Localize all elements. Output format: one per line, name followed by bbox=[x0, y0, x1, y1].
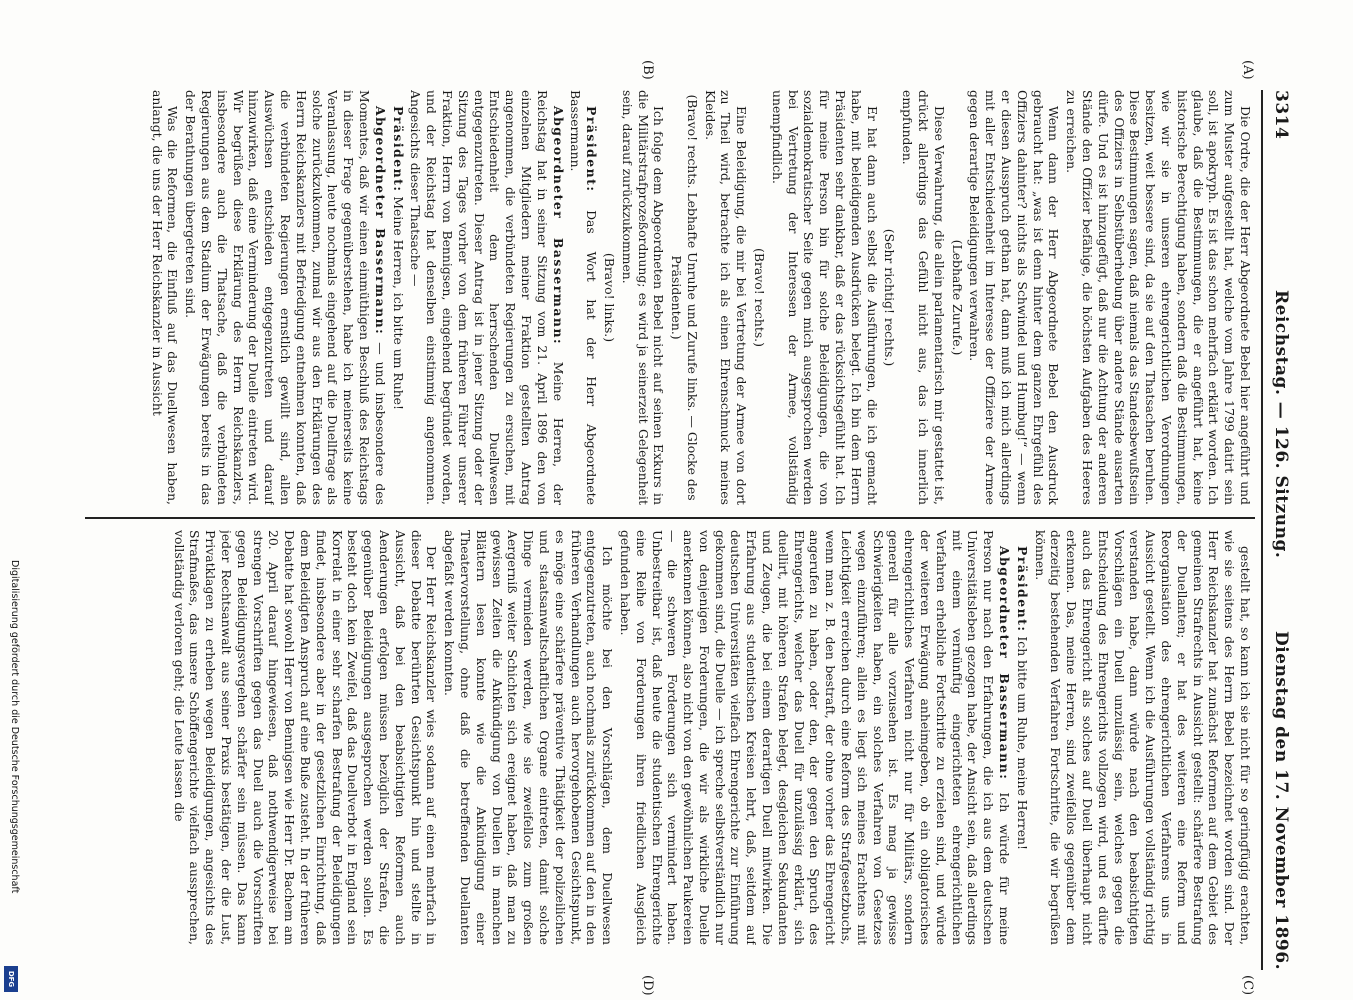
speech-text: Meine Herren, der Reichstag hat in seiner Sitzung vom 21. April 1896 den von einzelnen Mitgliedern meiner Fraktion gestellten Antrag angenommen, die verbündeten Regierungen zu ersuchen, mit Entschiedenheit dem herrschenden Duellwesen entgegenzutreten. Dieser Antrag ist in jener Sitzung oder der Sitzung des Tages vorher von dem früheren Führer unserer Fraktion, Herrn von Bennigsen, eingehend begründet worden, und der Reichstag hat denselben einstimmig angenommen. Angesichts dieser Thatsache — bbox=[408, 90, 566, 505]
column-divider bbox=[85, 517, 1255, 519]
speech-paragraph bbox=[390, 90, 406, 505]
left-column bbox=[83, 90, 1253, 505]
stage-direction: (Bravo! rechts.) bbox=[752, 248, 768, 347]
speech-text: Das Wort hat der Herr Abgeordnete Bassermann. bbox=[568, 90, 600, 505]
credit-text: Digitalisierung gefördert durch die Deutsche Forschungsgemeinschaft bbox=[9, 560, 20, 894]
speech-paragraph bbox=[182, 90, 387, 505]
stage-direction: (Lebhafte Zurufe.) bbox=[949, 239, 965, 356]
rotated-page-content bbox=[75, 60, 1295, 996]
margin-marker-a: (A) bbox=[1240, 60, 1255, 80]
digitization-credit bbox=[0, 0, 22, 1000]
speech-text: Meine Herren, ich bitte um Ruhe! bbox=[390, 196, 406, 410]
text-paragraph: Wenn dann der Herr Abgeordnete Bebel den Ausdruck gebraucht hat: „was ist denn hinter dem ganzen Ehrgefühl des Offiziers dahinter? nichts als Schwindel und Humbug!“ — wenn er diesen Ausspruch gethan hat, dann muß ich mich allerdings mit aller Entschiedenheit im Interesse der Offiziere der Armee gegen derartige Beleidigungen verwahren. bbox=[967, 90, 1062, 505]
speaker-name: Abgeordneter Bassermann: bbox=[550, 106, 566, 346]
header-rule bbox=[1261, 90, 1263, 970]
speech-paragraph bbox=[568, 90, 600, 505]
right-column bbox=[83, 530, 1253, 945]
speech-text: Ich bitte um Ruhe, meine Herren! bbox=[1014, 636, 1030, 850]
session-date: Dienstag den 17. November 1896. bbox=[1271, 631, 1291, 970]
text-paragraph: Ich folge dem Abgeordneten Bebel nicht auf seinen Exkurs in die Militärstrafprozeßordnung; es wird ja seinerzeit Gelegenheit sein, darauf zurückzukommen. bbox=[619, 90, 667, 505]
text-paragraph: Der Herr Reichskanzler wies sodann auf einen mehrfach in dieser Debatte berührten Gesichtspunkt hin und stellte in Aussicht, daß bei den beabsichtigten Reformen auch Aenderungen erfolgen müssen bezüglich der Strafen, die gegenüber Beleidigungen ausgesprochen werden sollen. Es besteht doch kein Zweifel, daß das Duellverbot in England sein Korrelat in einer sehr scharfen Bestrafung der Beleidigungen findet, insbesondere aber in der gesetzlichen Einrichtung, daß dem Beleidigten Anspruch auf eine Buße zusteht. In der früheren Debatte hat sowohl Herr von Bennigsen wie Herr Dr. Bachem am 20. April darauf hingewiesen, daß nothwendigerweise bei strengen Vorschriften gegen das Duell auch die Vorschriften gegen Beleidigungsvergehen schärfer sein müssen. Das kann jeder Rechtsanwalt aus seiner Praxis bestätigen, der die Lust, Privatklagen zu erheben wegen Beleidigungen, angesichts des Strafmaßes, das unsere Schöffengerichte vielfach aussprechen, vollständig verloren geht; die Leute lassen die bbox=[171, 530, 440, 945]
dfg-logo bbox=[4, 966, 18, 992]
speaker-name: Präsident: bbox=[1014, 546, 1030, 633]
margin-marker-b: (B) bbox=[640, 60, 655, 80]
speaker-name: Abgeordneter Bassermann: bbox=[372, 106, 388, 336]
speech-paragraph bbox=[617, 530, 1012, 945]
dfg-logo-text: DFG bbox=[7, 970, 15, 988]
text-paragraph: Was die Reformen, die Einfluß auf das Duellwesen haben, anlangt, die uns der Herr Reichskanzler in Aussicht bbox=[149, 90, 181, 505]
session-title: Reichstag. — 126. Sitzung. bbox=[1271, 290, 1291, 559]
speaker-name: Präsident: bbox=[584, 106, 600, 193]
text-paragraph: Er hat dann auch selbst die Ausführungen, die ich gemacht habe, mit beleidigenden Ausdrücken belegt. Ich bin dem Herrn Präsidenten sehr dankbar, daß er das rücksichtsgefühlt hat. Ich für meine Person bin für solche Beleidigungen, die von sozialdemokratischer Seite gegen mich ausgesprochen werden bei Vertretung der Interessen der Armee, vollständig unempfindlich. bbox=[769, 90, 880, 505]
stage-direction: (Bravo! links.) bbox=[601, 252, 617, 343]
stage-direction: (Bravo! rechts. Lebhafte Unruhe und Zurufe links. — Glocke des Präsidenten.) bbox=[669, 94, 700, 501]
speaker-name: Präsident: bbox=[390, 106, 406, 193]
speech-paragraph bbox=[1014, 530, 1030, 945]
text-paragraph: Ich möchte bei den Vorschlägen, dem Duellwesen entgegenzutreten, auch nochmals zurückkommen auf den in den früheren Verhandlungen auch hervorgehobenen Gesichtspunkt, es möge eine schärfere präventive Thätigkeit der polizeilichen und staatsanwaltschaftlichen Organe eintreten, damit solche Dinge vermieden werden, wie sie zweifellos zum großen Aergerniß weiter Schichten sich ereignet haben, daß man zu gewissen Zeiten die Ankündigung von Duellen in manchen Blättern lesen konnte wie die Ankündigung einer Theatervorstellung, ohne daß die betreffenden Duellanten abgefaßt werden konnten. bbox=[442, 530, 616, 945]
text-paragraph: Diese Verwahrung, die allein parlamentarisch mir gestattet ist, drückt allerdings das Gefühl nicht aus, das ich innerlich empfunden. bbox=[900, 90, 947, 505]
page-header bbox=[1265, 90, 1295, 970]
speech-text: — und insbesondere des Momentes, daß wir einen einmüthigen Beschluß des Reichstags in dieser Frage gegenüberstehen, habe ich meinerseits keine Veranlassung, heute nochmals eingehend auf die Duellfrage als solche zurückzukommen, zumal wir aus den Erklärungen des Herrn Reichskanzlers mit Befriedigung entnehmen konnten, daß die verbündeten Regierungen ernstlich gewillt sind, allen Auswüchsen entschieden entgegenzutreten und darauf hinzuwirken, daß eine Verminderung der Duelle eintreten wird. Wir begrüßen diese Erklärung des Herrn Reichskanzlers, insbesondere auch die Thatsache, daß die verbündeten Regierungen aus dem Stadium der Erwägungen bereits in das der Berathungen übergetreten sind. bbox=[183, 90, 388, 505]
text-paragraph: Die Ordre, die der Herr Abgeordnete Bebel hier angeführt und zum Muster aufgestellt hat, welche vom Jahre 1799 datirt sein soll, ist apokryph. Es ist das schon mehrfach erklärt worden. Ich glaube, daß die Bestimmungen, die er angeführt hat, keine historische Berechtigung haben, sondern daß die Bestimmungen, wie wir sie in unseren ehrengerichtlichen Verordnungen besitzen, weit bessere sind, da sie auf den Thatsachen beruhen. Diese Bestimmungen sagen, daß niemals das Standesbewußtsein des Offiziers in Selbstüberhebung über andere Stände ausarten dürfe. Und es ist hinzugefügt, daß nur die Achtung der anderen Stände den Offizier befähige, die höchsten Aufgaben des Heeres zu erreichen. bbox=[1064, 90, 1253, 505]
page-number: 3314 bbox=[1271, 90, 1291, 140]
margin-marker-d: (D) bbox=[640, 975, 655, 996]
stage-direction: (Sehr richtig! rechts.) bbox=[882, 228, 898, 367]
margin-marker-c: (C) bbox=[1240, 975, 1255, 996]
speaker-name: Abgeordneter Bassermann: bbox=[997, 546, 1013, 781]
text-paragraph: gestellt hat, so kann ich sie nicht für so geringfügig erachten, wie sie seitens des Herrn Bebel bezeichnet worden sind. Der Herr Reichskanzler hat zunächst Reformen auf dem Gebiet des gemeinen Strafrechts in Aussicht gestellt: schärfere Bestrafung der Duellanten; er hat des weiteren eine Reform und Reorganisation des ehrengerichtlichen Verfahrens uns in Aussicht gestellt. Wenn ich die Ausführungen vollständig richtig verstanden habe, dann würde nach den beabsichtigten Vorschlägen ein Duell unzulässig sein, welches gegen die Entscheidung des Ehrengerichts vollzogen wird, und es dürfte auch das Ehrengericht als solches auf Duell überhaupt nicht erkennen. Das, meine Herren, sind zweifellos gegenüber dem derzeitig bestehenden Verfahren Fortschritte, die wir begrüßen können. bbox=[1032, 530, 1253, 945]
text-paragraph: Eine Beleidigung, die mir bei Vertretung der Armee von dort zu Theil wird, betrachte ich als einen Ehrenschmuck meines Kleides. bbox=[702, 90, 750, 505]
speech-paragraph bbox=[408, 90, 566, 505]
speech-text: Ich würde für meine Person nur nach den Erfahrungen, die ich aus dem deutschen Universitätsleben gezogen habe, der Ansicht sein, daß allerdings mit einem vernünftig eingerichteten ehrengerichtlichen Verfahren erhebliche Fortschritte zu erzielen sind, und würde der weiteren Erwägung anheimgeben, ob ein obligatorisches ehrengerichtliches Verfahren nicht nur für Militärs, sondern generell für alle vorzusehen ist. Es mag ja gewisse Schwierigkeiten haben, ein solches Verfahren von Gesetzes wegen einzuführen; allein es liegt sich meines Erachtens mit Leichtigkeit erreichen durch eine Reform des Strafgesetzbuchs, wenn man z. B. den bestraft, der ohne vorher das Ehrengericht angerufen zu haben, oder den, der gegen den Spruch des Ehrengerichts, welcher das Duell für unzulässig erklärt, sich duellirt, mit höheren Strafen belegt, desgleichen Sekundanten und Zeugen, die bei einem derartigen Duell mitwirken. Die Erfahrung aus studentischen Kreisen lehrt, daß, seitdem auf deutschen Universitäten vielfach Ehrengerichte zur Einführung gekommen sind, die Duelle — ich spreche selbstverständlich nur von denjenigen Forderungen, die wir als wirkliche Duelle anerkennen können, also nicht von den gewöhnlichen Paukereien — die schweren Forderungen sich vermindert haben. Unbestreitbar ist, daß heute die studentischen Ehrengerichte eine Reihe von Forderungen ihren friedlichen Ausgleich gefunden haben. bbox=[617, 530, 1013, 945]
